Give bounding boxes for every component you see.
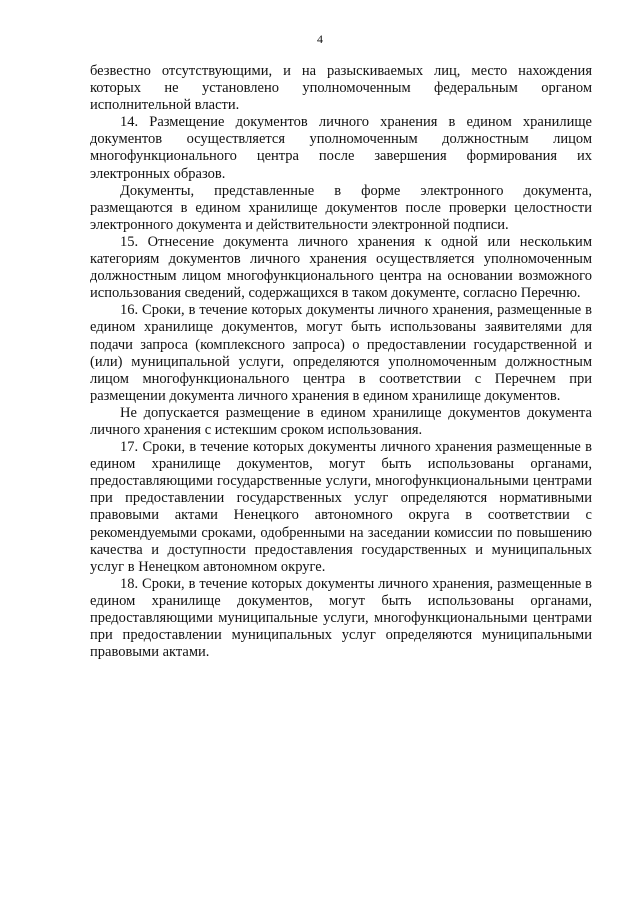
paragraph-16: 16. Сроки, в течение которых документы личного хранения, размещенные в едином хранилище документов, могут быть использованы заявителями для подачи запроса (комплексного запроса) о предоставлении государственной и (или) муниципальной услуги, определяются уполномоченным должностным лицом многофункционального центра в соответствии с Перечнем при размещении документа личного хранения в едином хранилище документов. xyxy=(90,302,592,404)
paragraph-14: 14. Размещение документов личного хранения в едином хранилище документов осуществляется уполномоченным должностным лицом многофункционального центра после завершения формирования их электронных образов. xyxy=(90,114,592,182)
paragraph-continued: безвестно отсутствующими, и на разыскиваемых лиц, место нахождения которых не установлено уполномоченным федеральным органом исполнительной власти. xyxy=(90,63,592,114)
paragraph-17: 17. Сроки, в течение которых документы личного хранения размещенные в едином хранилище документов, могут быть использованы органами, предоставляющими государственные услуги, многофункциональными центрами при предоставлении государственных услуг определяются нормативными правовыми актами Ненецкого автономного округа в соответствии с рекомендуемыми сроками, одобренными на заседании комиссии по повышению качества и доступности предоставления государственных и муниципальных услуг в Ненецком автономном округе. xyxy=(90,439,592,575)
paragraph-16-expired-documents: Не допускается размещение в едином хранилище документов документа личного хранения с истекшим сроком использования. xyxy=(90,404,592,438)
paragraph-15: 15. Отнесение документа личного хранения к одной или нескольким категориям документов личного хранения осуществляется уполномоченным должностным лицом многофункционального центра на основании возможного использования сведений, содержащихся в таком документе, согласно Перечню. xyxy=(90,233,592,302)
paragraph-18: 18. Сроки, в течение которых документы личного хранения, размещенные в едином хранилище документов, могут быть использованы органами, предоставляющими муниципальные услуги, многофункциональными центрами при предоставлении муниципальных услуг определяются муниципальными правовыми актами. xyxy=(90,575,592,661)
page-number: 4 xyxy=(317,32,323,46)
document-body xyxy=(90,63,592,661)
paragraph-14-electronic-documents: Документы, представленные в форме электронного документа, размещаются в едином хранилище документов после проверки целостности электронного документа и действительности электронной подписи. xyxy=(90,182,592,233)
